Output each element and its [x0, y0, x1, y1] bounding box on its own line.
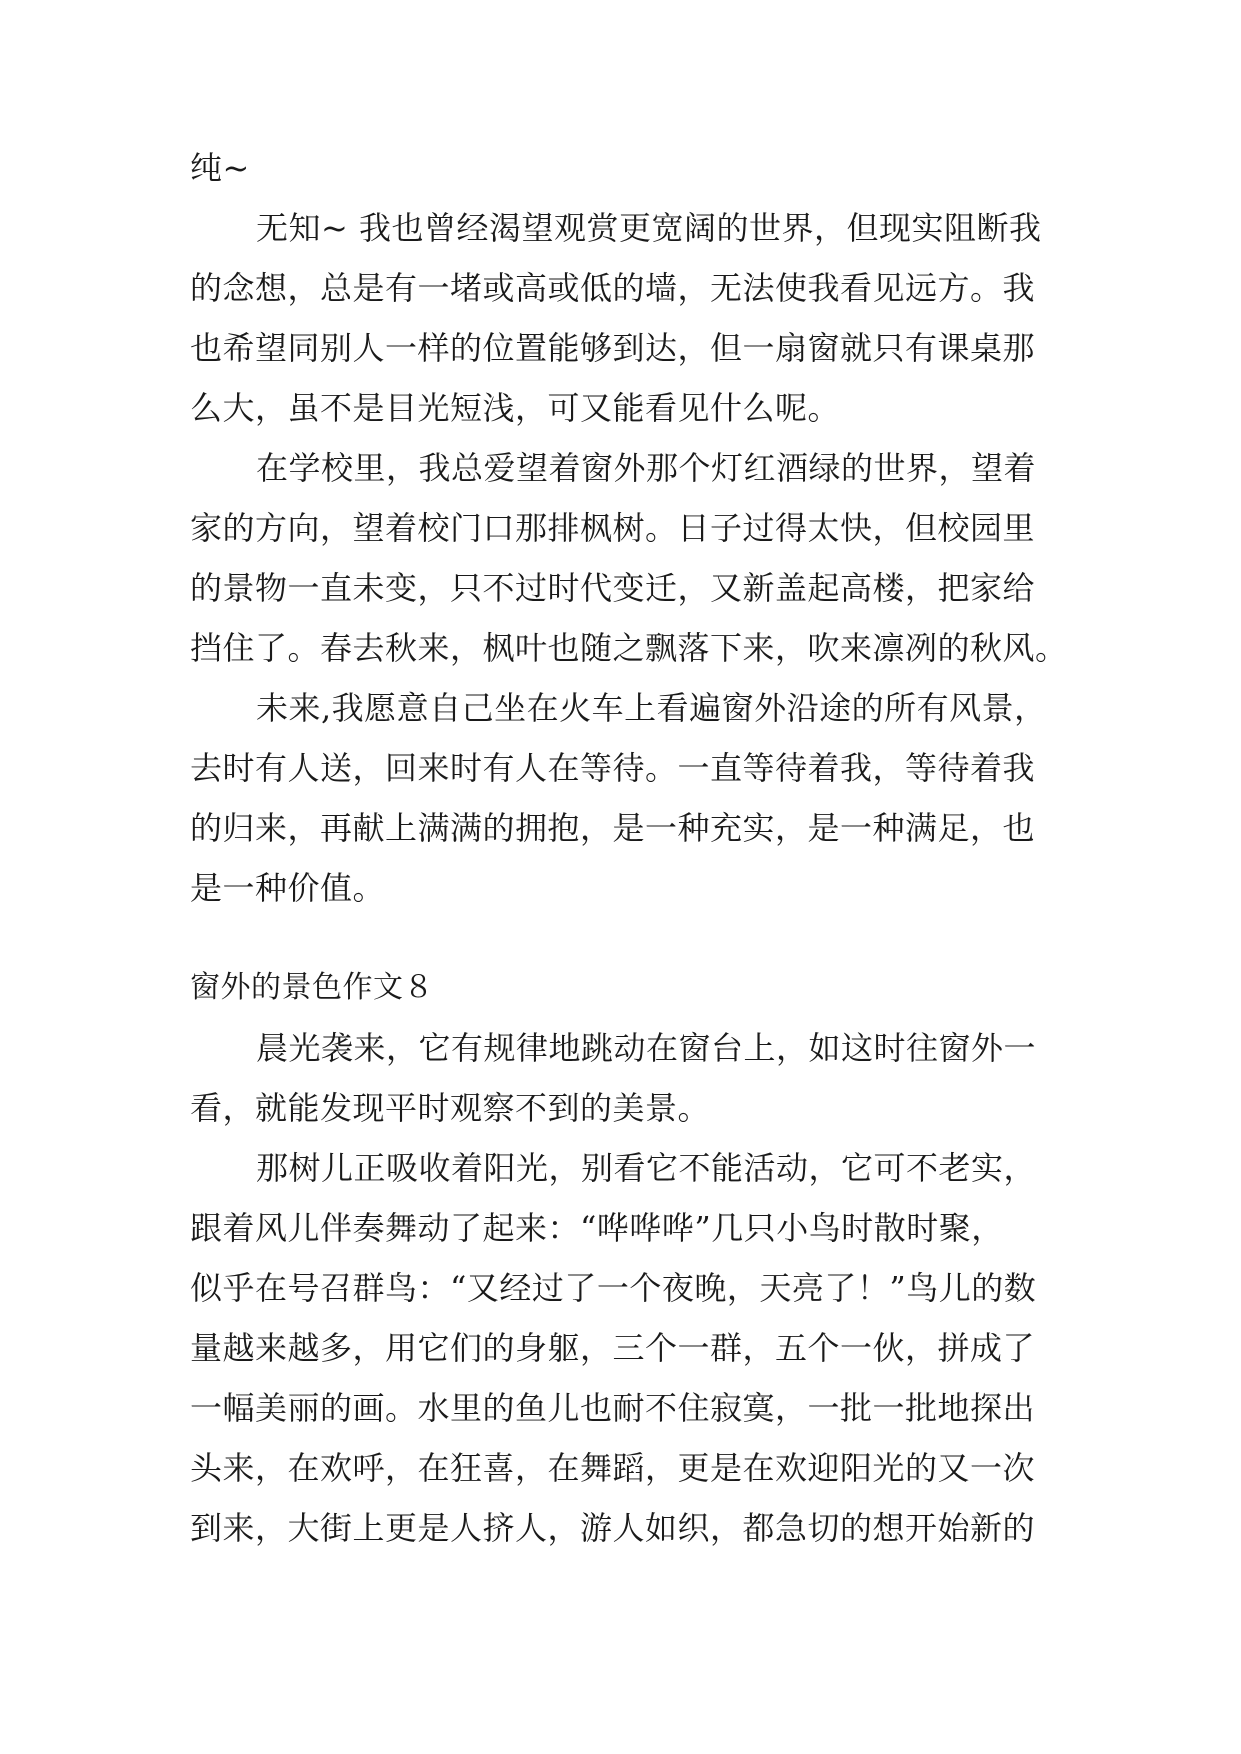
text-line: 家的方向，望着校门口那排枫树。日子过得太快，但校园里 — [190, 509, 1036, 547]
text-line: 跟着风儿伴奏舞动了起来：“哗哗哗”几只小鸟时散时聚， — [190, 1209, 1004, 1247]
text-line: 么大，虽不是目光短浅，可又能看见什么呢。 — [190, 389, 841, 427]
text-line: 那树儿正吸收着阳光，别看它不能活动，它可不老实， — [256, 1149, 1037, 1187]
text-line: 未来,我愿意自己坐在火车上看遍窗外沿途的所有风景， — [256, 689, 1047, 727]
text-line: 量越来越多，用它们的身躯，三个一群，五个一伙，拼成了 — [190, 1329, 1036, 1367]
text-line: 也希望同别人一样的位置能够到达，但一扇窗就只有课桌那 — [190, 329, 1036, 367]
text-line: 似乎在号召群鸟：“又经过了一个夜晚，天亮了！”鸟儿的数 — [190, 1269, 1037, 1307]
text-line: 无知~ 我也曾经渴望观赏更宽阔的世界，但现实阻断我 — [256, 209, 1042, 247]
text-line: 的念想，总是有一堵或高或低的墙，无法使我看见远方。我 — [190, 269, 1036, 307]
text-line: 一幅美丽的画。水里的鱼儿也耐不住寂寞，一批一批地探出 — [190, 1389, 1036, 1427]
text-line: 的景物一直未变，只不过时代变迁，又新盖起高楼，把家给 — [190, 569, 1036, 607]
text-line: 到来，大街上更是人挤人，游人如织，都急切的想开始新的 — [190, 1509, 1036, 1547]
text-line: 看，就能发现平时观察不到的美景。 — [190, 1089, 711, 1127]
text-line: 在学校里，我总爱望着窗外那个灯红酒绿的世界，望着 — [256, 449, 1037, 487]
text-line: 去时有人送，回来时有人在等待。一直等待着我，等待着我 — [190, 749, 1036, 787]
text-line: 头来，在欢呼，在狂喜，在舞蹈，更是在欢迎阳光的又一次 — [190, 1449, 1036, 1487]
continuation-line: 纯~ — [190, 149, 250, 187]
text-line: 挡住了。春去秋来，枫叶也随之飘落下来，吹来凛冽的秋风。 — [190, 629, 1068, 667]
text-line: 的归来，再献上满满的拥抱，是一种充实，是一种满足，也 — [190, 809, 1036, 847]
text-line: 晨光袭来，它有规律地跳动在窗台上，如这时往窗外一 — [256, 1029, 1037, 1067]
text-line: 是一种价值。 — [190, 869, 386, 907]
section-title: 窗外的景色作文８ — [190, 970, 434, 1005]
